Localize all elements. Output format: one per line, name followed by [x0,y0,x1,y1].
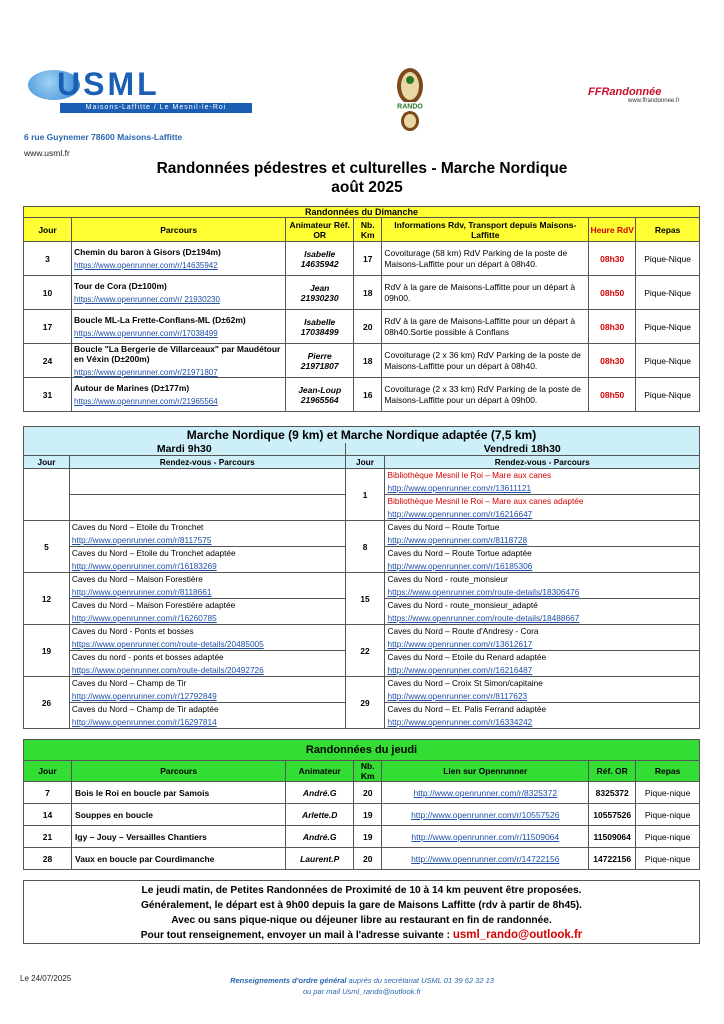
route-link[interactable]: https://www.openrunner.com/r/21965564 [74,397,218,406]
fri-route-link[interactable]: https://www.openrunner.com/route-details/18306476 [385,586,700,599]
footer-phone-line: auprès du secrétariat USML 01 39 62 32 13 [346,976,494,985]
table-row [24,310,700,344]
row-meal: Pique-nique [636,804,700,826]
row-km: 19 [354,804,382,826]
guide-ref: 17038499 [300,326,339,337]
row-guide: André.G [286,782,354,804]
tue-col-jour: Jour [24,456,70,469]
row-guide: Laurent.P [286,848,354,870]
fri-route-name: Caves du Nord – Route Tortue adaptée [385,547,700,560]
footer [0,975,724,997]
guide-ref: 21971807 [300,360,339,371]
tue-route-name: Caves du Nord – Etoile du Tronchet adaptée [69,547,345,560]
guide-ref: 21930230 [300,292,339,303]
row-info: Covoiturage (58 km) RdV Parking de la poste de Maisons-Laffitte pour un départ à 08h40. [382,242,589,276]
col-header-parcours: Parcours [72,218,286,242]
tue-day: 12 [24,573,70,625]
row-route [72,378,286,412]
row-route: Bois le Roi en boucle par Samois [72,782,286,804]
row-day: 7 [24,782,72,804]
fri-route-link[interactable]: http://www.openrunner.com/r/16334242 [385,716,700,729]
tue-route-link[interactable] [69,482,345,495]
col-header-animateur: Animateur Réf. OR [286,218,354,242]
row-guide: Arlette.D [286,804,354,826]
jeu-col-parcours: Parcours [72,761,286,782]
fri-route-link[interactable]: http://www.openrunner.com/r/8117623 [385,690,700,703]
guide-ref: 21965564 [300,394,339,405]
row-km: 20 [354,848,382,870]
tue-route-link[interactable]: https://www.openrunner.com/route-details/20485005 [69,638,345,651]
route-link[interactable]: https://www.openrunner.com/r/17038499 [74,329,218,338]
table-row [24,804,700,826]
club-website[interactable]: www.usml.fr [24,148,70,158]
row-route [72,276,286,310]
tuesday-heading: Mardi 9h30 [24,443,346,456]
row-meal: Pique-Nique [636,242,700,276]
tue-route-link[interactable]: http://www.openrunner.com/r/16297814 [69,716,345,729]
tue-route-name: Caves du nord - ponts et bosses adaptée [69,651,345,664]
row-km: 20 [354,782,382,804]
route-link[interactable]: https://www.openrunner.com/r/ 21930230 [74,295,220,304]
row-time: 08h50 [589,276,636,310]
row-day: 24 [24,344,72,378]
fri-route-link[interactable]: http://www.openrunner.com/r/8118728 [385,534,700,547]
tue-route-link[interactable]: http://www.openrunner.com/r/12792849 [69,690,345,703]
tue-day: 19 [24,625,70,677]
note-line-3: Avec ou sans pique-nique ou déjeuner libre au restaurant en fin de randonnée. [171,915,552,926]
tue-route-link[interactable]: http://www.openrunner.com/r/16183269 [69,560,345,573]
col-header-heure: Heure RdV [589,218,636,242]
fri-col-rdv: Rendez-vous - Parcours [385,456,700,469]
row-day: 17 [24,310,72,344]
row-route [72,242,286,276]
row-day: 14 [24,804,72,826]
rando-logo-text: RANDO [397,103,423,111]
tue-col-rdv: Rendez-vous - Parcours [69,456,345,469]
fri-route-name: Caves du Nord – Route Tortue [385,521,700,534]
fri-route-name: Bibliothèque Mesnil le Roi – Mare aux canes [385,469,700,482]
sunday-hikes-table [23,206,700,412]
row-km: 17 [354,242,382,276]
row-day: 21 [24,826,72,848]
ffr-logo [588,86,680,104]
table-row [24,782,700,804]
tue-route-name: Caves du Nord – Etoile du Tronchet [69,521,345,534]
fri-route-name: Caves du Nord – Croix St Simon/capitaine [385,677,700,690]
thursday-hikes-table [23,739,700,870]
note-line-4: Pour tout renseignement, envoyer un mail à l'adresse suivante : [140,930,453,941]
tue-route-name [69,469,345,482]
table-row [24,625,700,638]
info-note [23,880,700,944]
fri-day: 29 [345,677,385,729]
row-day: 10 [24,276,72,310]
tue-day: 26 [24,677,70,729]
guide-name: Isabelle [304,248,336,259]
route-link[interactable]: http://www.openrunner.com/r/8325372 [382,782,589,804]
thursday-section-title: Randonnées du jeudi [24,740,700,761]
row-meal: Pique-nique [636,782,700,804]
route-link[interactable]: http://www.openrunner.com/r/11509064 [382,826,589,848]
tue-route-name: Caves du Nord – Champ de Tir adaptée [69,703,345,716]
friday-heading: Vendredi 18h30 [345,443,699,456]
guide-ref: 14635942 [300,258,339,269]
row-guide [286,344,354,378]
rando-logo [392,66,428,132]
col-header-km: Nb. Km [354,218,382,242]
table-row [24,848,700,870]
row-ref: 14722156 [589,848,636,870]
table-row [24,826,700,848]
fri-route-name: Bibliothèque Mesnil le Roi – Mare aux canes adaptée [385,495,700,508]
row-ref: 11509064 [589,826,636,848]
guide-name: Jean [310,282,330,293]
ffr-logo-text: FFRandonnée [588,86,662,98]
route-link[interactable]: http://www.openrunner.com/r/10557526 [382,804,589,826]
row-km: 20 [354,310,382,344]
jeu-col-jour: Jour [24,761,72,782]
row-meal: Pique-Nique [636,276,700,310]
fri-route-link[interactable]: http://www.openrunner.com/r/13612617 [385,638,700,651]
route-name: Autour de Marines (D±177m) [74,383,190,393]
usml-logo-subtitle: Maisons-Laffitte / Le Mesnil-le-Roi [60,103,252,113]
tue-route-link[interactable] [69,508,345,521]
fri-route-link[interactable]: https://www.openrunner.com/route-details/18488667 [385,612,700,625]
tue-route-link[interactable]: https://www.openrunner.com/route-details/20492726 [69,664,345,677]
jeu-col-repas: Repas [636,761,700,782]
table-row [24,242,700,276]
guide-name: Jean-Loup [298,384,342,395]
fri-route-name: Caves du Nord - route_monsieur [385,573,700,586]
row-time: 08h30 [589,242,636,276]
row-time: 08h50 [589,378,636,412]
table-row [24,469,700,482]
footer-mail-line: ou par mail Usml_rando@outlook.fr [302,987,422,996]
fri-day: 15 [345,573,385,625]
row-guide [286,276,354,310]
row-km: 18 [354,344,382,378]
jeu-col-ref: Réf. OR [589,761,636,782]
row-day: 31 [24,378,72,412]
note-line-2: Généralement, le départ est à 9h00 depuis la gare de Maisons Laffitte (rdv à partir de 8h45). [140,900,583,911]
contact-email[interactable]: usml_rando@outlook.fr [452,929,583,941]
fri-day: 22 [345,625,385,677]
row-guide [286,378,354,412]
tue-route-name: Caves du Nord – Maison Forestière [69,573,345,586]
nordic-section-title: Marche Nordique (9 km) et Marche Nordique adaptée (7,5 km) [24,427,700,443]
tue-day: 5 [24,521,70,573]
row-meal: Pique-Nique [636,310,700,344]
tue-route-link[interactable]: http://www.openrunner.com/r/8118661 [69,586,345,599]
row-meal: Pique-Nique [636,378,700,412]
row-ref: 8325372 [589,782,636,804]
row-meal: Pique-nique [636,826,700,848]
route-name: Tour de Cora (D±100m) [74,281,167,291]
fri-day: 1 [345,469,385,521]
col-header-jour: Jour [24,218,72,242]
guide-name: Pierre [307,350,332,361]
fri-route-link[interactable]: http://www.openrunner.com/r/16216487 [385,664,700,677]
table-row [24,344,700,378]
row-meal: Pique-nique [636,848,700,870]
row-time: 08h30 [589,310,636,344]
row-guide: André.G [286,826,354,848]
fri-route-link[interactable]: http://www.openrunner.com/r/16185306 [385,560,700,573]
fri-route-name: Caves du Nord – Et. Palis Ferrand adaptée [385,703,700,716]
row-guide [286,310,354,344]
tue-day [24,469,70,521]
row-km: 19 [354,826,382,848]
nordic-walking-table [23,426,700,729]
page-subtitle: août 2025 [331,179,403,196]
document-date: Le 24/07/2025 [20,974,72,983]
note-line-1: Le jeudi matin, de Petites Randonnées de Proximité de 10 à 14 km peuvent être proposées. [141,885,582,896]
row-route: Souppes en boucle [72,804,286,826]
sunday-section-title: Randonnées du Dimanche [24,207,700,218]
route-name: Boucle ML-La Frette-Conflans-ML (D±62m) [74,315,246,325]
footer-label: Renseignements d'ordre général [230,976,347,985]
route-link[interactable]: https://www.openrunner.com/r/14635942 [74,261,218,270]
row-day: 28 [24,848,72,870]
row-route: Vaux en boucle par Courdimanche [72,848,286,870]
fri-route-name: Caves du Nord – Etoile du Renard adaptée [385,651,700,664]
club-address: 6 rue Guynemer 78600 Maisons-Laffitte [24,132,183,142]
jeu-col-km: Nb. Km [354,761,382,782]
row-route [72,344,286,378]
route-name: Chemin du baron à Gisors (D±194m) [74,247,221,257]
tue-route-name: Caves du Nord – Champ de Tir [69,677,345,690]
row-time: 08h30 [589,344,636,378]
col-header-info: Informations Rdv, Transport depuis Maisons-Laffitte [382,218,589,242]
fri-route-name: Caves du Nord - route_monsieur_adapté [385,599,700,612]
row-km: 18 [354,276,382,310]
tue-route-name: Caves du Nord - Ponts et bosses [69,625,345,638]
tue-route-name [69,495,345,508]
tue-route-link[interactable]: http://www.openrunner.com/r/16260785 [69,612,345,625]
usml-logo: USML [57,66,160,102]
route-link[interactable]: http://www.openrunner.com/r/14722156 [382,848,589,870]
table-row [24,276,700,310]
row-route [72,310,286,344]
jeu-col-lien: Lien sur Openrunner [382,761,589,782]
table-row [24,573,700,586]
fri-day: 8 [345,521,385,573]
fri-route-name: Caves du Nord – Route d'Andresy - Cora [385,625,700,638]
row-km: 16 [354,378,382,412]
table-row [24,677,700,690]
row-day: 3 [24,242,72,276]
fri-route-link[interactable]: http://www.openrunner.com/r/16216647 [385,508,700,521]
ffr-url: www.ffrandonnee.fr [628,98,680,104]
col-header-repas: Repas [636,218,700,242]
table-row [24,521,700,534]
row-ref: 10557526 [589,804,636,826]
row-info: RdV à la gare de Maisons-Laffitte pour un départ à 08h40.Sortie possible à Conflans [382,310,589,344]
route-name: Boucle "La Bergerie de Villarceaux" par Maudétour en Véxin (D±200m) [74,344,281,364]
route-link[interactable]: https://www.openrunner.com/r/21971807 [74,368,218,377]
fri-col-jour: Jour [345,456,385,469]
row-meal: Pique-Nique [636,344,700,378]
row-guide [286,242,354,276]
table-row [24,378,700,412]
row-info: Covoiturage (2 x 33 km) RdV Parking de la poste de Maisons-Laffitte pour un départ à 09h00. [382,378,589,412]
row-route: Igy – Jouy – Versailles Chantiers [72,826,286,848]
row-info: RdV à la gare de Maisons-Laffitte pour un départ à 09h00. [382,276,589,310]
guide-name: Isabelle [304,316,336,327]
tue-route-link[interactable]: http://www.openrunner.com/r/8117575 [69,534,345,547]
row-info: Covoiturage (2 x 36 km) RdV Parking de la poste de Maisons-Laffitte pour un départ à 08h40. [382,344,589,378]
fri-route-link[interactable]: http://www.openrunner.com/r/13611121 [385,482,700,495]
jeu-col-animateur: Animateur [286,761,354,782]
tue-route-name: Caves du Nord – Maison Forestière adaptée [69,599,345,612]
page-title: Randonnées pédestres et culturelles - Marche Nordique [156,160,568,177]
